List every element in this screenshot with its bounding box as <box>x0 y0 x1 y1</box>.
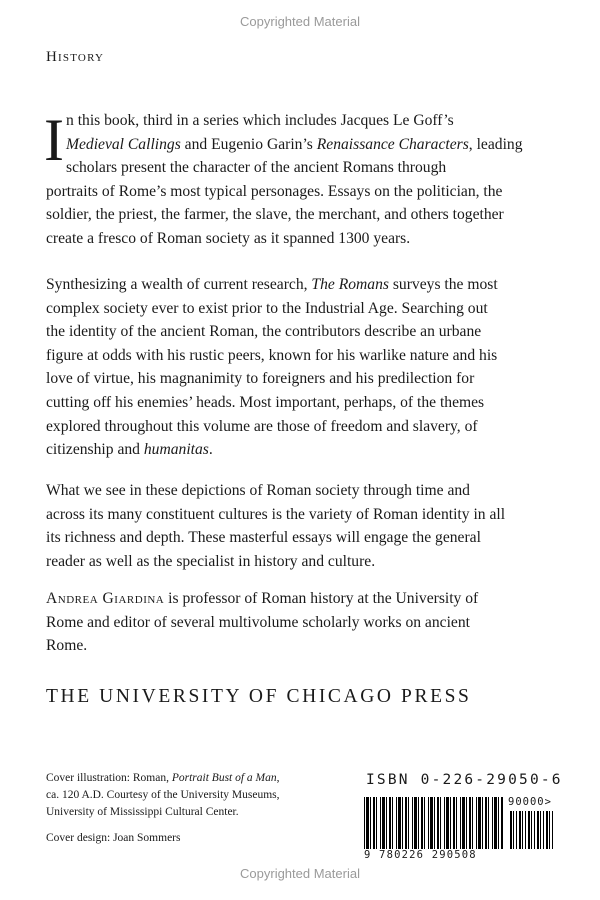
text-line: figure at odds with his rustic peers, known for his warlike nature and his <box>46 346 498 364</box>
text-line: Andrea Giardina is professor of Roman history at the University of <box>46 590 479 607</box>
text-line: across its many constituent cultures is the variety of Roman identity in all <box>46 505 506 523</box>
text-line: love of virtue, his magnanimity to foreigners and his predilection for <box>46 370 475 388</box>
author-name: Andrea Giardina <box>46 590 165 607</box>
text-line: reader as well as the specialist in history and culture. <box>46 552 376 570</box>
text-line: What we see in these depictions of Roman society through time and <box>46 482 470 499</box>
isbn-label: ISBN 0-226-29050-6 <box>366 772 563 788</box>
copyright-watermark-top: Copyrighted Material <box>240 14 360 29</box>
text-line: Rome. <box>46 637 88 655</box>
text-line: scholars present the character of the ancient Romans through <box>66 159 447 177</box>
text-line: create a fresco of Roman society as it spanned 1300 years. <box>46 229 411 247</box>
price-addon-barcode <box>510 811 554 849</box>
text-line: Medieval Callings and Eugenio Garin’s Renaissance Characters, leading <box>66 135 523 153</box>
text-line: explored throughout this volume are those of freedom and slavery, of <box>46 417 478 435</box>
credit-line: University of Mississippi Cultural Center. <box>46 806 239 818</box>
text-line: its richness and depth. These masterful essays will engage the general <box>46 529 481 547</box>
drop-cap: I <box>44 107 64 173</box>
text-line: soldier, the priest, the farmer, the slave, the merchant, and others together <box>46 206 504 224</box>
copyright-watermark-bottom: Copyrighted Material <box>240 866 360 881</box>
ean-number: 9 780226 290508 <box>364 849 477 861</box>
credit-line: ca. 120 A.D. Courtesy of the University Museums, <box>46 789 280 801</box>
text-line: the identity of the ancient Roman, the contributors describe an urbane <box>46 323 482 341</box>
text-line: citizenship and humanitas. <box>46 441 213 459</box>
publisher-name: THE UNIVERSITY OF CHICAGO PRESS <box>46 686 472 707</box>
text-line: Rome and editor of several multivolume scholarly works on ancient <box>46 613 470 631</box>
text-line: n this book, third in a series which includes Jacques Le Goff’s <box>66 112 454 129</box>
price-addon-number: 90000> <box>508 796 552 808</box>
description-paragraph-1 <box>46 109 560 251</box>
cover-credits <box>46 770 280 847</box>
description-paragraph-3 <box>46 479 560 573</box>
description-paragraph-2 <box>46 273 560 462</box>
credit-line: Cover illustration: Roman, Portrait Bust of a Man, <box>46 772 280 784</box>
category-label: History <box>46 49 105 65</box>
text-line: cutting off his enemies’ heads. Most important, perhaps, of the themes <box>46 393 485 411</box>
ean-barcode <box>364 797 504 849</box>
text-line: portraits of Rome’s most typical personages. Essays on the politician, the <box>46 182 503 200</box>
design-credit: Cover design: Joan Sommers <box>46 832 181 844</box>
author-bio <box>46 587 560 658</box>
text-line: complex society ever to exist prior to the Industrial Age. Searching out <box>46 299 488 317</box>
text-line: Synthesizing a wealth of current research, The Romans surveys the most <box>46 276 498 293</box>
